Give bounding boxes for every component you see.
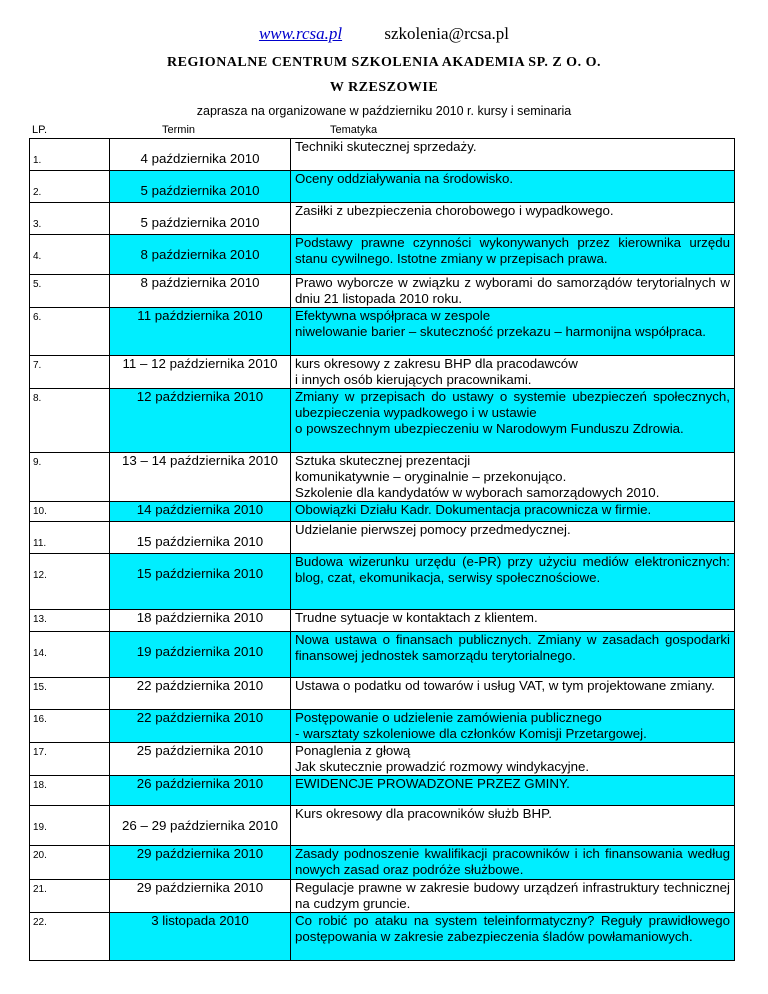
row-number: 9. [30,453,110,502]
row-date: 3 listopada 2010 [110,913,291,961]
row-topic: Zasady podnoszenie kwalifikacji pracowników i ich finansowania według nowych zasad oraz podróże służbowe. [291,846,735,880]
row-topic [291,356,735,389]
col-header-termin: Termin [162,124,196,136]
row-topic: Udzielanie pierwszej pomocy przedmedycznej. [291,522,735,554]
row-topic: Regulacje prawne w zakresie budowy urządzeń infrastruktury technicznej na cudzym gruncie. [291,880,735,913]
topic-line: komunikatywnie – oryginalnie – przekonująco. [295,469,567,484]
row-number: 18. [30,776,110,806]
row-date: 22 października 2010 [110,678,291,710]
header-links [0,24,768,44]
row-date: 18 października 2010 [110,610,291,632]
row-date: 14 października 2010 [110,502,291,522]
table-row [30,710,735,743]
row-topic: Kurs okresowy dla pracowników służb BHP. [291,806,735,846]
row-number: 22. [30,913,110,961]
topic-line: kurs okresowy z zakresu BHP dla pracodawców [295,356,578,371]
table-row [30,554,735,610]
topic-line: i innych osób kierujących pracownikami. [295,372,532,387]
row-number: 12. [30,554,110,610]
topic-line: - warsztaty szkoleniowe dla członków Komisji Przetargowej. [295,726,647,741]
row-date: 11 – 12 października 2010 [110,356,291,389]
topic-line: Ponaglenia z głową [295,743,411,758]
row-topic: Zasiłki z ubezpieczenia chorobowego i wypadkowego. [291,203,735,235]
row-number: 3. [30,203,110,235]
topic-line: Jak skutecznie prowadzić rozmowy windykacyjne. [295,759,590,774]
row-number: 6. [30,308,110,356]
topic-line: Sztuka skutecznej prezentacji [295,453,471,468]
row-topic: Ustawa o podatku od towarów i usług VAT, w tym projektowane zmiany. [291,678,735,710]
row-number: 16. [30,710,110,743]
table-row [30,308,735,356]
table-row [30,846,735,880]
row-date: 5 października 2010 [110,203,291,235]
table-row [30,880,735,913]
row-topic: Techniki skutecznej sprzedaży. [291,139,735,171]
row-number: 17. [30,743,110,776]
row-date: 15 października 2010 [110,554,291,610]
row-topic: Co robić po ataku na system teleinformatyczny? Reguły prawidłowego postępowania w zakresie zabezpieczenia śladów powłamaniowych. [291,913,735,961]
col-header-lp: LP. [32,124,48,136]
table-row [30,913,735,961]
row-number: 20. [30,846,110,880]
table-row [30,453,735,502]
topic-line: o powszechnym ubezpieczeniu w Narodowym Funduszu Zdrowia. [295,421,684,436]
row-number: 15. [30,678,110,710]
website-link[interactable]: www.rcsa.pl [258,24,343,43]
row-number: 8. [30,389,110,453]
row-number: 1. [30,139,110,171]
table-row [30,806,735,846]
row-topic: Prawo wyborcze w związku z wyborami do samorządów terytorialnych w dniu 21 listopada 2010 roku. [291,275,735,308]
topic-line: Zmiany w przepisach do ustawy o systemie ubezpieczeń społecznych, ubezpieczenia wypadkowego i w ustawie [295,389,730,420]
table-row [30,171,735,203]
table-row [30,776,735,806]
row-date: 25 października 2010 [110,743,291,776]
row-topic: Budowa wizerunku urzędu (e-PR) przy użyciu mediów elektronicznych: blog, czat, ekomunikacja, serwisy społecznościowe. [291,554,735,610]
topic-line: Postępowanie o udzielenie zamówienia publicznego [295,710,602,725]
org-city: W RZESZOWIE [329,80,439,95]
row-topic: Trudne sytuacje w kontaktach z klientem. [291,610,735,632]
row-date: 8 października 2010 [110,275,291,308]
row-number: 2. [30,171,110,203]
row-number: 11. [30,522,110,554]
row-topic [291,710,735,743]
row-date: 26 – 29 października 2010 [110,806,291,846]
row-date: 22 października 2010 [110,710,291,743]
row-number: 13. [30,610,110,632]
row-topic: Oceny oddziaływania na środowisko. [291,171,735,203]
row-number: 19. [30,806,110,846]
row-number: 10. [30,502,110,522]
table-row [30,275,735,308]
row-date: 12 października 2010 [110,389,291,453]
table-row [30,610,735,632]
table-row [30,356,735,389]
table-row [30,235,735,275]
topic-line: niwelowanie barier – skuteczność przekazu – harmonijna współpraca. [295,324,706,339]
table-row [30,743,735,776]
row-topic: Obowiązki Działu Kadr. Dokumentacja pracownicza w firmie. [291,502,735,522]
row-topic [291,308,735,356]
topic-line: Efektywna współpraca w zespole [295,308,491,323]
table-row [30,522,735,554]
row-date: 29 października 2010 [110,880,291,913]
row-date: 13 – 14 października 2010 [110,453,291,502]
col-header-tematyka: Tematyka [330,124,378,136]
table-row [30,632,735,678]
row-number: 7. [30,356,110,389]
course-table [29,138,735,961]
table-row [30,502,735,522]
topic-line: Szkolenie dla kandydatów w wyborach samorządowych 2010. [295,485,660,500]
row-topic: Podstawy prawne czynności wykonywanych przez kierownika urzędu stanu cywilnego. Istotne zmiany w przepisach prawa. [291,235,735,275]
row-topic: Nowa ustawa o finansach publicznych. Zmiany w zasadach gospodarki finansowej jednostek samorządu terytorialnego. [291,632,735,678]
row-number: 14. [30,632,110,678]
table-row [30,678,735,710]
row-date: 11 października 2010 [110,308,291,356]
row-number: 4. [30,235,110,275]
table-row [30,389,735,453]
row-date: 4 października 2010 [110,139,291,171]
table-row [30,139,735,171]
row-number: 5. [30,275,110,308]
org-title: REGIONALNE CENTRUM SZKOLENIA AKADEMIA SP. Z O. O. [167,55,601,70]
row-number: 21. [30,880,110,913]
row-date: 29 października 2010 [110,846,291,880]
row-topic [291,389,735,453]
row-date: 15 października 2010 [110,522,291,554]
subtitle: zaprasza na organizowane w październiku 2010 r. kursy i seminaria [196,104,572,118]
row-date: 5 października 2010 [110,171,291,203]
row-topic: EWIDENCJE PROWADZONE PRZEZ GMINY. [291,776,735,806]
row-date: 8 października 2010 [110,235,291,275]
table-row [30,203,735,235]
email-text: szkolenia@rcsa.pl [384,24,510,43]
row-date: 26 października 2010 [110,776,291,806]
row-topic [291,743,735,776]
row-topic [291,453,735,502]
row-date: 19 października 2010 [110,632,291,678]
